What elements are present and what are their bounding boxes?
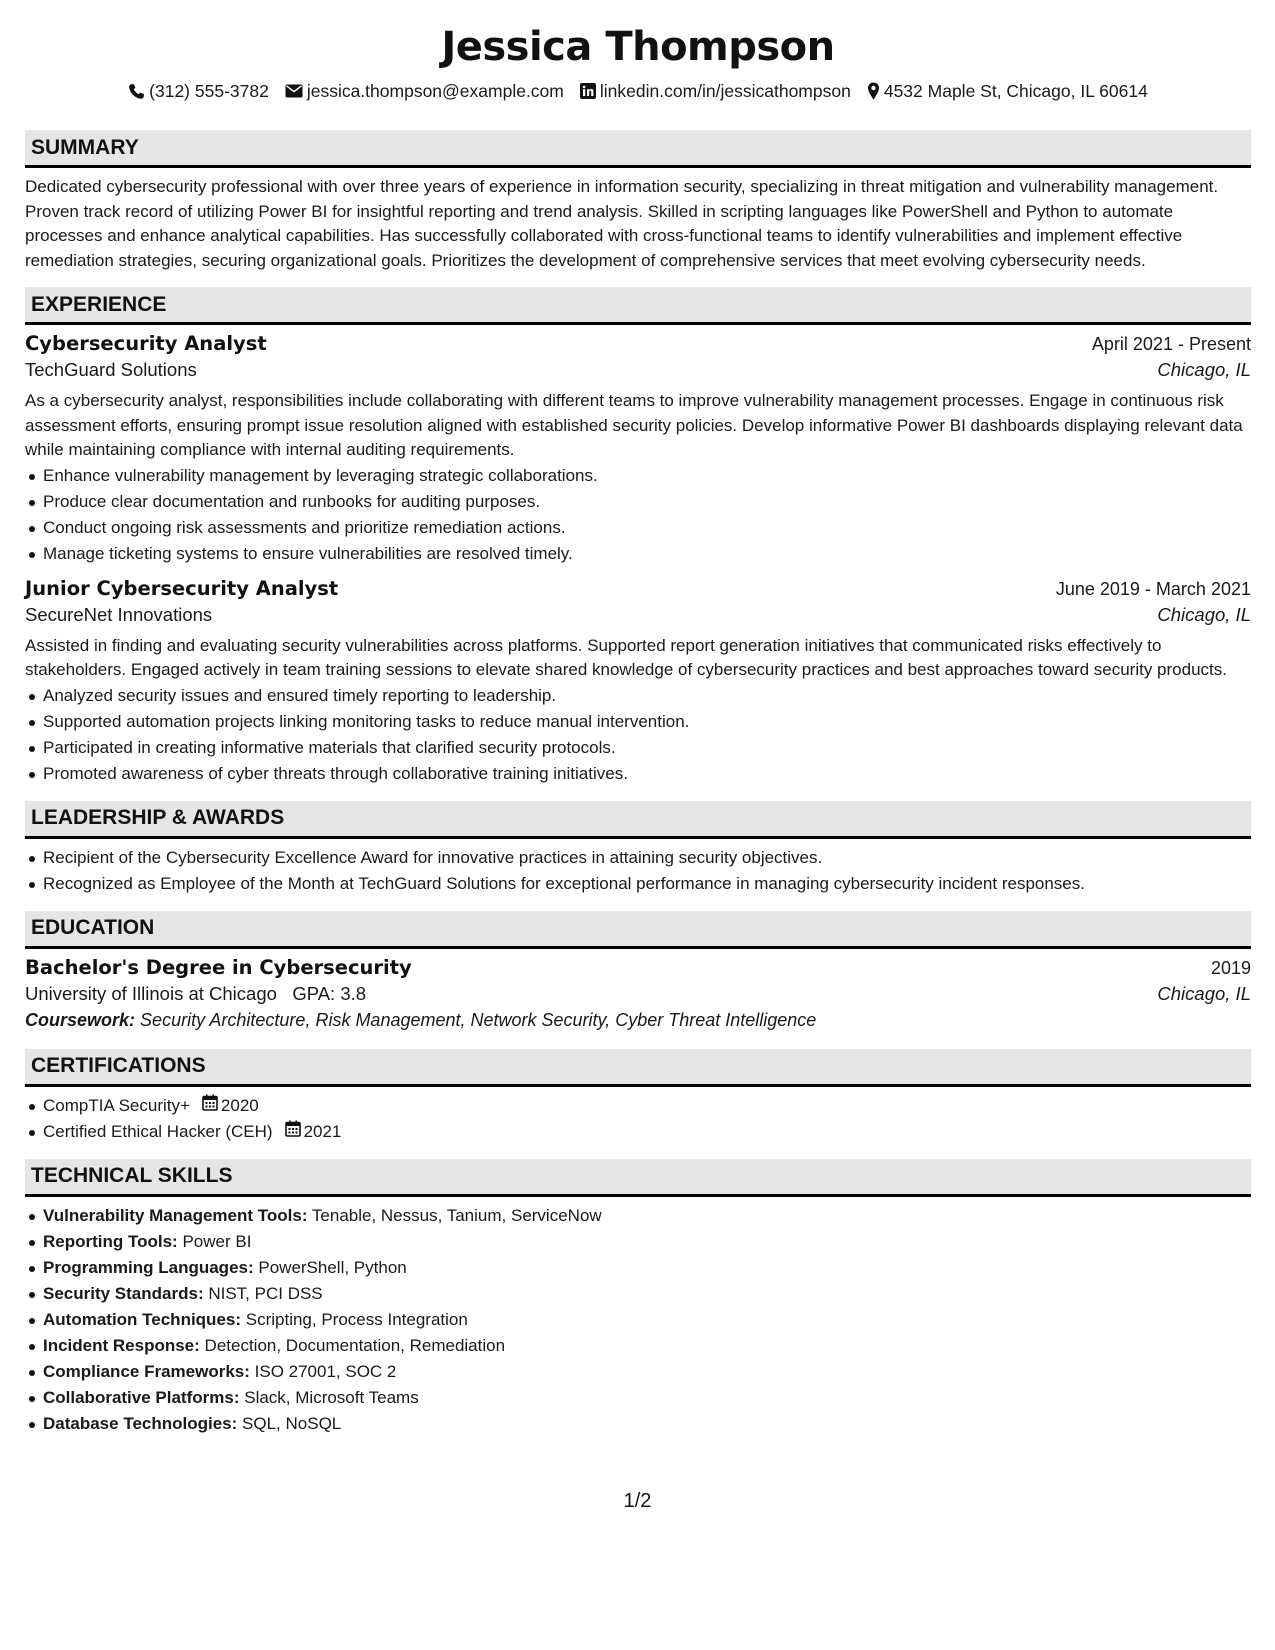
list-item: Recipient of the Cybersecurity Excellence Award for innovative practices in attaining security objectives.: [25, 845, 1251, 871]
job-title: Cybersecurity Analyst: [25, 332, 267, 355]
job-date: April 2021 - Present: [1091, 334, 1251, 354]
skill-value: Scripting, Process Integration: [245, 1309, 468, 1329]
list-item: [25, 1229, 1251, 1255]
skills-section: [25, 1159, 1251, 1437]
skills-list: [25, 1203, 1251, 1437]
list-item: Recognized as Employee of the Month at TechGuard Solutions for exceptional performance in managing cybersecurity incident responses.: [25, 871, 1251, 897]
skill-label: Automation Techniques:: [43, 1309, 242, 1329]
address-text: 4532 Maple St, Chicago, IL 60614: [883, 80, 1148, 101]
certifications-heading: CERTIFICATIONS: [25, 1049, 1251, 1087]
list-item: Manage ticketing systems to ensure vulnerabilities are resolved timely.: [25, 541, 1251, 567]
skill-value: PowerShell, Python: [258, 1257, 407, 1277]
contact-address: [867, 81, 1148, 102]
contact-phone[interactable]: [128, 81, 269, 102]
phone-icon: [128, 83, 145, 100]
education-section: [25, 911, 1251, 1031]
job-title: Junior Cybersecurity Analyst: [25, 576, 339, 600]
job-date: June 2019 - March 2021: [1055, 578, 1251, 599]
company-name: TechGuard Solutions: [25, 359, 197, 380]
list-item: [25, 1411, 1251, 1437]
calendar-icon: [285, 1119, 301, 1145]
skill-label: Compliance Frameworks:: [43, 1361, 250, 1381]
graduation-year: 2019: [1210, 957, 1251, 978]
linkedin-icon: [580, 83, 596, 99]
list-item: Produce clear documentation and runbooks for auditing purposes.: [25, 489, 1251, 515]
skill-value: SQL, NoSQL: [242, 1413, 342, 1433]
skill-value: ISO 27001, SOC 2: [254, 1361, 397, 1381]
candidate-name: Jessica Thompson: [441, 24, 835, 70]
school-location: Chicago, IL: [1157, 982, 1251, 1004]
leadership-heading: LEADERSHIP & AWARDS: [25, 801, 1251, 839]
list-item: [25, 1119, 1251, 1145]
coursework-list: Security Architecture, Risk Management, Network Security, Cyber Threat Intelligence: [140, 1009, 817, 1030]
school-name: University of Illinois at Chicago: [25, 982, 277, 1004]
gpa: GPA: 3.8: [292, 982, 367, 1004]
contact-bar: [25, 78, 1251, 104]
skill-label: Vulnerability Management Tools:: [43, 1205, 308, 1225]
skills-heading: TECHNICAL SKILLS: [25, 1159, 1251, 1197]
job-bullets: [25, 463, 1251, 567]
skill-label: Incident Response:: [43, 1335, 200, 1355]
skill-value: Power BI: [182, 1231, 252, 1251]
certifications-list: [25, 1093, 1251, 1145]
skill-label: Collaborative Platforms:: [43, 1387, 240, 1407]
linkedin-text: linkedin.com/in/jessicathompson: [599, 80, 851, 101]
contact-email[interactable]: [285, 81, 564, 102]
job-location: Chicago, IL: [1157, 603, 1251, 625]
job-entry: [25, 577, 1251, 787]
list-item: Participated in creating informative materials that clarified security protocols.: [25, 735, 1251, 761]
summary-heading: SUMMARY: [25, 130, 1251, 168]
company-name: SecureNet Innovations: [25, 603, 213, 625]
list-item: [25, 1203, 1251, 1229]
summary-section: [25, 130, 1251, 273]
leadership-section: [25, 801, 1251, 897]
page-number: 1/2: [623, 1490, 652, 1512]
skill-value: Tenable, Nessus, Tanium, ServiceNow: [311, 1205, 602, 1225]
list-item: [25, 1281, 1251, 1307]
education-heading: EDUCATION: [25, 911, 1251, 949]
coursework-label: Coursework:: [25, 1009, 136, 1030]
envelope-icon: [285, 84, 303, 98]
certification-year: 2021: [303, 1121, 342, 1141]
list-item: Enhance vulnerability management by leveraging strategic collaborations.: [25, 463, 1251, 489]
list-item: Analyzed security issues and ensured timely reporting to leadership.: [25, 683, 1251, 709]
summary-text: Dedicated cybersecurity professional with over three years of experience in information security, specializing in threat mitigation and vulnerability management. Proven track record of utilizing Power BI for insightful reporting and trend analysis. Skilled in scripting languages like PowerShell and Python to automate processes and enhance analytical capabilities. Has successfully collaborated with cross-functional teams to identify vulnerabilities and implement effective remediation strategies, securing organizational goals. Prioritizes the development of comprehensive services that meet evolving cybersecurity needs.: [25, 177, 1219, 270]
list-item: Supported automation projects linking monitoring tasks to reduce manual intervention.: [25, 709, 1251, 735]
list-item: [25, 1333, 1251, 1359]
certification-name: CompTIA Security+: [43, 1095, 190, 1115]
certification-name: Certified Ethical Hacker (CEH): [43, 1121, 273, 1141]
job-entry: [25, 332, 1251, 567]
job-location: Chicago, IL: [1157, 359, 1251, 380]
phone-text: (312) 555-3782: [149, 80, 269, 101]
list-item: Conduct ongoing risk assessments and prioritize remediation actions.: [25, 515, 1251, 541]
leadership-list: [25, 845, 1251, 897]
list-item: [25, 1255, 1251, 1281]
certification-year: 2020: [220, 1095, 259, 1115]
coursework: [25, 1010, 1251, 1031]
experience-section: [25, 287, 1251, 787]
list-item: [25, 1307, 1251, 1333]
skill-label: Security Standards:: [43, 1283, 204, 1303]
resume-page: [25, 18, 1251, 1437]
list-item: Promoted awareness of cyber threats through collaborative training initiatives.: [25, 761, 1251, 787]
degree-title: Bachelor's Degree in Cybersecurity: [25, 955, 412, 979]
experience-heading: EXPERIENCE: [25, 287, 1251, 325]
map-marker-icon: [867, 82, 880, 100]
list-item: [25, 1359, 1251, 1385]
skill-value: Detection, Documentation, Remediation: [204, 1335, 506, 1355]
skill-value: Slack, Microsoft Teams: [244, 1387, 419, 1407]
email-text: jessica.thompson@example.com: [306, 80, 564, 101]
contact-linkedin[interactable]: [580, 81, 851, 102]
list-item: [25, 1385, 1251, 1411]
certifications-section: [25, 1049, 1251, 1145]
skill-label: Programming Languages:: [43, 1257, 254, 1277]
skill-label: Reporting Tools:: [43, 1231, 178, 1251]
job-description: As a cybersecurity analyst, responsibilities include collaborating with different teams to improve vulnerability management processes. Engage in continuous risk assessment efforts, ensuring prompt issue resolution aligned with established security policies. Develop informative Power BI dashboards displaying relevant data while maintaining compliance with internal auditing requirements.: [25, 391, 1243, 459]
job-description: Assisted in finding and evaluating security vulnerabilities across platforms. Supported report generation initiatives that communicated risks effectively to stakeholders. Engaged actively in team training sessions to elevate shared knowledge of cybersecurity practices and best approaches toward security products.: [25, 635, 1227, 679]
skill-label: Database Technologies:: [43, 1413, 238, 1433]
job-bullets: [25, 683, 1251, 787]
calendar-icon: [202, 1093, 218, 1119]
list-item: [25, 1093, 1251, 1119]
skill-value: NIST, PCI DSS: [208, 1283, 323, 1303]
